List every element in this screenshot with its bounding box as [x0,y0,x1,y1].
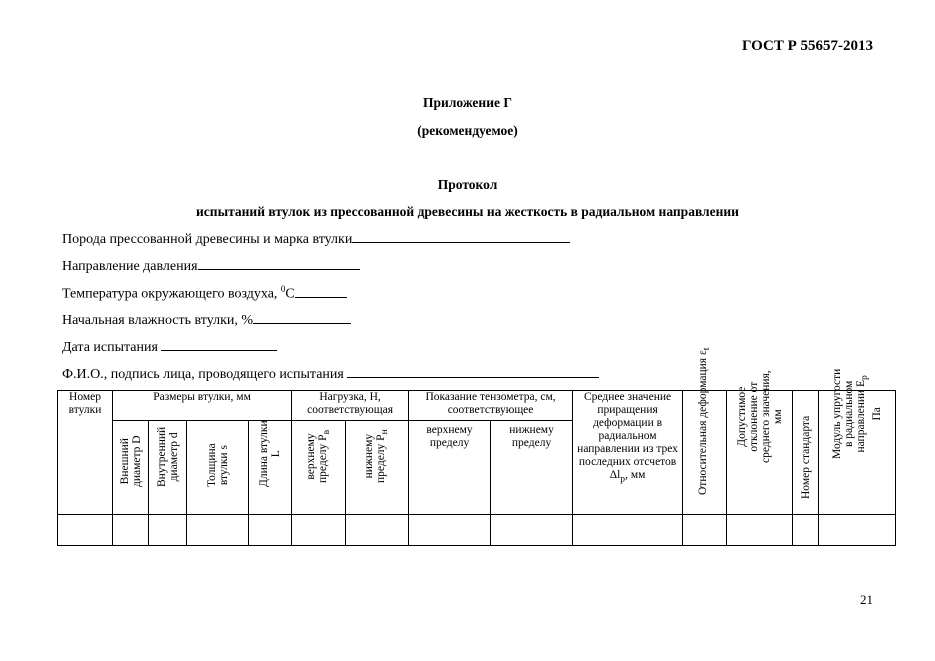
page-number: 21 [860,592,873,607]
col-header-modulus: Модуль упругости в радиальном направлении $E_р$ Па [819,391,896,515]
table-cell[interactable] [819,515,896,546]
col-header-thickness: Толщина втулки s [187,421,249,515]
field-test-date: Дата испытания [62,338,277,356]
table-cell[interactable] [292,515,346,546]
blank-line[interactable] [347,365,599,378]
col-header-gauge-lower: нижнему пределу [491,421,573,515]
appendix-title: Приложение Г [423,95,512,110]
field-tester-name: Ф.И.О., подпись лица, проводящего испытания [62,365,599,383]
table-cell[interactable] [149,515,187,546]
blank-line[interactable] [253,311,351,324]
protocol-subtitle: испытаний втулок из прессованной древесины на жесткость в радиальном направлении [196,204,739,219]
col-header-standard-number: Номер стандарта [793,391,819,515]
table-cell[interactable] [113,515,149,546]
table-cell[interactable] [727,515,793,546]
col-header-length: Длина втулки L [249,421,292,515]
standard-header: ГОСТ Р 55657-2013 [741,38,873,54]
col-header-number: Номер втулки [58,391,113,515]
col-header-gauge: Показание тензометра, см, соответствующее [409,391,573,421]
col-header-gauge-upper: верхнему пределу [409,421,491,515]
table-cell[interactable] [409,515,491,546]
appendix-subtitle: (рекомендуемое) [417,123,518,138]
field-wood-species: Порода прессованной древесины и марка втулки [62,230,570,248]
col-header-sizes: Размеры втулки, мм [113,391,292,421]
col-header-outer-diameter: Внешний диаметр D [113,421,149,515]
col-header-tolerance: Допустимое отклонение от среднего значения, мм [727,391,793,515]
table-cell[interactable] [249,515,292,546]
field-humidity: Начальная влажность втулки, % [62,311,351,329]
col-header-mean: Среднее значение приращения деформации в радиальном направлении из трех последних отсчетов $\Delta l_р$, мм [573,391,683,515]
col-header-load: Нагрузка, Н, соответствующая [292,391,409,421]
protocol-title: Протокол [437,177,498,192]
blank-line[interactable] [295,285,347,298]
table-cell[interactable] [793,515,819,546]
col-header-load-upper: верхнему пределу $P_в$ [292,421,346,515]
blank-line[interactable] [161,338,277,351]
col-header-inner-diameter: Внутренний диаметр d [149,421,187,515]
table-cell[interactable] [346,515,409,546]
field-temperature: Температура окружающего воздуха, $^0$С [62,284,347,303]
table-cell[interactable] [573,515,683,546]
table-row [58,515,896,546]
blank-line[interactable] [198,257,360,270]
table-cell[interactable] [683,515,727,546]
table-cell[interactable] [187,515,249,546]
col-header-load-lower: нижнему пределу $P_н$ [346,421,409,515]
field-pressure-direction: Направление давления [62,257,360,275]
col-header-relative-deformation: Относительная деформация $\varepsilon_t$ [683,391,727,515]
blank-line[interactable] [352,230,570,243]
table-cell[interactable] [491,515,573,546]
table-cell[interactable] [58,515,113,546]
